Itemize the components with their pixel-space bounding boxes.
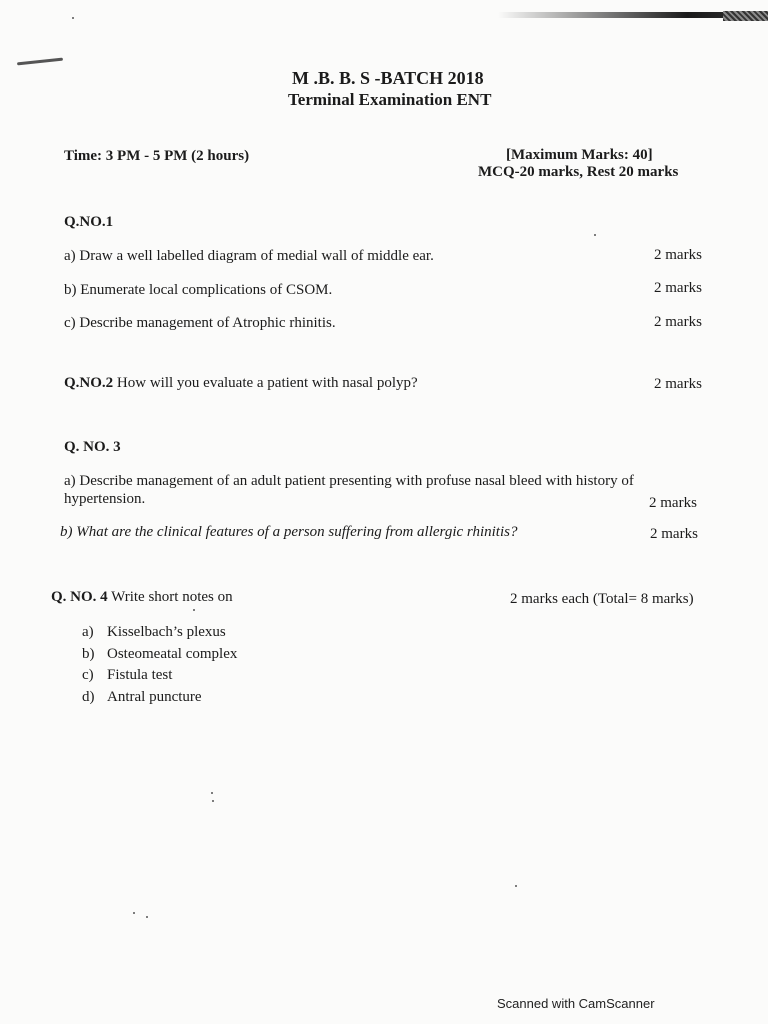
q3-a-line1: a) Describe management of an adult patient presenting with profuse nasal bleed with history of xyxy=(64,473,634,489)
speck xyxy=(146,916,148,918)
q2-marks: 2 marks xyxy=(654,376,702,392)
speck xyxy=(193,609,195,611)
q3-a-marks: 2 marks xyxy=(649,495,697,511)
q4-label: Q. NO. 4 xyxy=(51,589,108,605)
q1-a-text: a) Draw a well labelled diagram of medial wall of middle ear. xyxy=(64,248,434,264)
speck xyxy=(212,800,214,802)
q2-line xyxy=(64,375,418,392)
q1-b-marks: 2 marks xyxy=(654,280,702,296)
q2-label: Q.NO.2 xyxy=(64,375,114,391)
scanner-watermark: Scanned with CamScanner xyxy=(497,996,655,1011)
speck xyxy=(211,792,213,794)
exam-title: M .B. B. S -BATCH 2018 xyxy=(292,68,484,88)
q1-c-marks: 2 marks xyxy=(654,314,702,330)
maximum-marks: [Maximum Marks: 40] xyxy=(506,147,653,163)
q1-a-marks: 2 marks xyxy=(654,247,702,263)
q2-text: How will you evaluate a patient with nasal polyp? xyxy=(116,375,418,391)
exam-time: Time: 3 PM - 5 PM (2 hours) xyxy=(64,148,250,164)
q1-c-text: c) Describe management of Atrophic rhinitis. xyxy=(64,315,336,331)
q3-label: Q. NO. 3 xyxy=(64,439,121,455)
q3-a-line2: hypertension. xyxy=(64,491,146,507)
marks-split: MCQ-20 marks, Rest 20 marks xyxy=(478,164,679,180)
list-item: c) Fistula test xyxy=(82,667,173,683)
exam-subtitle: Terminal Examination ENT xyxy=(288,90,492,109)
q1-b-text: b) Enumerate local complications of CSOM. xyxy=(64,282,333,298)
q3-b-marks: 2 marks xyxy=(650,526,698,542)
list-item: d) Antral puncture xyxy=(82,688,202,705)
speck xyxy=(72,17,74,19)
q3-b-text: b) What are the clinical features of a person suffering from allergic rhinitis? xyxy=(60,524,518,540)
q4-line xyxy=(51,589,233,606)
pen-mark xyxy=(17,58,63,66)
q4-text: Write short notes on xyxy=(111,589,233,605)
q4-marks: 2 marks each (Total= 8 marks) xyxy=(510,591,694,607)
list-item: a) Kisselbach’s plexus xyxy=(82,624,226,640)
list-item: b) Osteomeatal complex xyxy=(82,645,238,662)
q1-label: Q.NO.1 xyxy=(64,214,114,230)
speck xyxy=(594,234,596,236)
q4-list xyxy=(82,622,237,708)
scan-edge-texture xyxy=(723,11,768,21)
speck xyxy=(515,885,517,887)
speck xyxy=(133,912,135,914)
